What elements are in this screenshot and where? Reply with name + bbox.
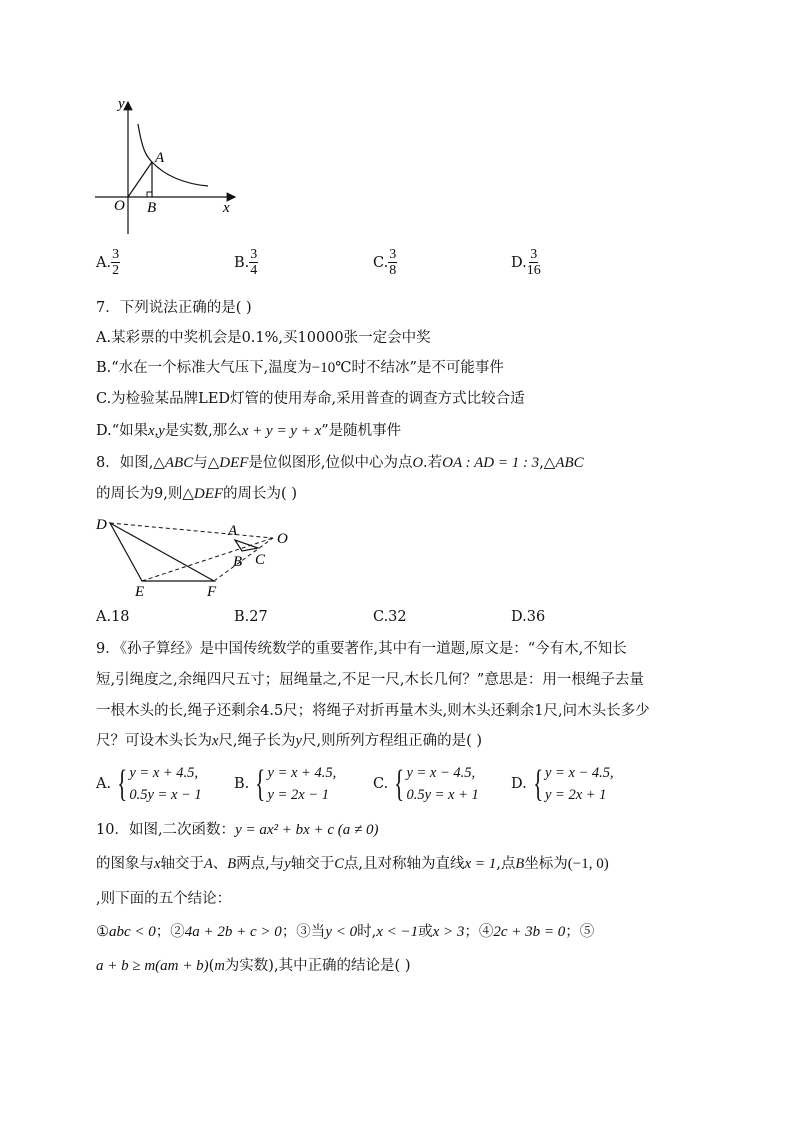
q8-option-d[interactable]: D.36 [511, 609, 546, 625]
option-fraction: $\frac{3}{4}$ [250, 247, 258, 278]
option-letter: D. [511, 776, 527, 792]
text: 或 [418, 924, 433, 940]
text: 坐标为 [524, 856, 568, 872]
equation-2: 0.5y = x + 1 [406, 787, 479, 803]
label-d: D [96, 517, 107, 533]
right-angle-mark [147, 192, 152, 197]
equation-2: y = 2x − 1 [267, 787, 329, 803]
hyperbola-curve [138, 124, 208, 186]
q9-stem-line1: 9．《孙子算经》是中国传统数学的重要著作,其中有一道题,原文是：“今有木,不知长 [96, 641, 627, 657]
text: 尺？可设木头长为 [96, 733, 212, 749]
equation-1: y = x − 4.5, [544, 765, 614, 781]
q10-stem-line5 [96, 956, 411, 976]
q9-option-c[interactable] [373, 762, 479, 806]
text: ”是随机事件 [321, 423, 402, 439]
brace: { [394, 763, 405, 805]
text: 的图象与 [96, 856, 154, 872]
math: B [515, 856, 525, 872]
label-b: B [233, 554, 243, 570]
ray-od [110, 523, 273, 538]
equation-system [113, 762, 202, 806]
text: .若 [423, 455, 443, 471]
text: 与 [193, 455, 208, 471]
option-letter: B. [234, 254, 250, 271]
math: x [212, 733, 219, 749]
origin-label: O [114, 198, 125, 214]
text: ① [96, 924, 109, 940]
q6-option-b[interactable] [234, 247, 258, 278]
q9-option-b[interactable] [234, 762, 336, 806]
math: x < −1 [376, 924, 419, 940]
q9-stem-line4 [96, 731, 482, 751]
math: △ABC [153, 455, 194, 471]
q8-option-b[interactable]: B.27 [234, 609, 268, 625]
text: ℃时不结冰”是不可能事件 [335, 360, 504, 376]
text: 为实数),其中正确的结论是( ) [224, 958, 411, 974]
math: y [284, 856, 291, 872]
math: x > 3 [432, 924, 465, 940]
y-axis-label: y [118, 96, 125, 112]
q6-option-c[interactable] [373, 247, 397, 278]
math: x [154, 856, 161, 872]
triangle-def [110, 523, 214, 581]
math: OA : AD = 1 : 3 [442, 455, 540, 471]
equation-2: y = 2x + 1 [544, 787, 607, 803]
math: abc < 0 [109, 924, 156, 940]
math: △DEF [207, 455, 249, 471]
text: 是实数,那么 [164, 423, 242, 439]
brace: { [532, 763, 543, 805]
label-e: E [135, 584, 145, 598]
q8-homothety-figure [92, 513, 302, 598]
q10-conclusions-line [96, 922, 594, 942]
text: 轴交于 [160, 856, 204, 872]
text: 、 [212, 856, 228, 872]
math: 4a + 2b + c > 0 [184, 924, 282, 940]
option-letter: C. [373, 254, 389, 271]
q8-stem-line2 [96, 484, 297, 504]
text: D.“如果 [96, 423, 149, 439]
text: 8．如图, [96, 455, 154, 471]
ray-oe [142, 538, 273, 581]
q7-option-c[interactable]: C.为检验某品牌LED灯管的使用寿命,采用普查的调查方式比较合适 [96, 391, 525, 407]
text: 时, [357, 924, 377, 940]
math: 2c + 3b = 0 [493, 924, 566, 940]
point-b-label: B [147, 200, 157, 216]
math: O [412, 455, 424, 471]
equation-1: y = x + 4.5, [129, 765, 199, 781]
math: a + b ≥ m(am + b) [96, 958, 209, 974]
equation-1: y = x − 4.5, [406, 765, 476, 781]
q9-option-d[interactable] [511, 762, 614, 806]
text: ；③当 [281, 924, 326, 940]
math: C [334, 856, 344, 872]
text: , [539, 455, 544, 471]
text: ( [208, 958, 215, 974]
q9-stem-line3: 一根木头的长,绳子还剩余4.5尺；将绳子对折再量木头,则木头还剩余1尺,问木头长多少 [96, 703, 650, 719]
q8-option-a[interactable]: A.18 [96, 609, 130, 625]
q10-stem-line3: ,则下面的五个结论： [96, 891, 232, 907]
label-o: O [277, 531, 288, 547]
q10-stem-line2 [96, 854, 609, 874]
q7-option-a[interactable]: A.某彩票的中奖机会是0.1%,买10000张一定会中奖 [96, 330, 431, 346]
option-letter: B. [234, 776, 250, 792]
option-letter: A. [96, 254, 112, 271]
equation-system [529, 762, 614, 806]
math: x + y = y + x [241, 423, 322, 439]
q7-stem: 7．下列说法正确的是( ) [96, 300, 252, 316]
option-fraction: $\frac{3}{2}$ [112, 247, 120, 278]
text: 轴交于 [290, 856, 335, 872]
math: x,y [148, 423, 165, 439]
text: ；② [155, 924, 185, 940]
text: 尺,则所列方程组正确的是( ) [301, 733, 483, 749]
point-a-label: A [155, 150, 165, 166]
text: 10．如图,二次函数： [96, 822, 236, 838]
q9-stem-line2: 短,引绳度之,余绳四尺五寸；屈绳量之,不足一尺,木长几何？”意思是：用一根绳子去量 [96, 672, 644, 688]
q8-option-c[interactable]: C.32 [373, 609, 407, 625]
math: m [214, 958, 225, 974]
math: A [203, 856, 213, 872]
text: 的周长为9,则 [96, 486, 183, 502]
option-letter: C. [373, 776, 389, 792]
q6-hyperbola-graph [90, 94, 250, 239]
text: ；④ [464, 924, 494, 940]
option-fraction: $\frac{3}{16}$ [526, 247, 541, 278]
brace: { [117, 763, 128, 805]
x-axis-label: x [223, 200, 230, 216]
math: x = 1 [464, 856, 497, 872]
q8-stem-line1 [96, 453, 584, 473]
q7-option-b[interactable] [96, 358, 504, 378]
option-fraction: $\frac{3}{8}$ [389, 247, 397, 278]
option-letter: A. [96, 776, 112, 792]
equation-1: y = x + 4.5, [267, 765, 337, 781]
q9-option-a[interactable] [96, 762, 202, 806]
math: y [295, 733, 302, 749]
text: ；⑤ [565, 924, 595, 940]
equation-system [251, 762, 336, 806]
math: B [227, 856, 237, 872]
math: y < 0 [325, 924, 358, 940]
q6-option-a[interactable] [96, 247, 120, 278]
equation-2: 0.5y = x − 1 [129, 787, 202, 803]
math: △ABC [543, 455, 584, 471]
q10-stem-line1 [96, 820, 379, 840]
option-letter: D. [511, 254, 527, 271]
text: 两点,与 [236, 856, 285, 872]
text: 尺,绳子长为 [218, 733, 296, 749]
equation-system [390, 762, 479, 806]
text: ,点 [496, 856, 516, 872]
math: △DEF [182, 486, 224, 502]
text: 是位似图形,位似中心为点 [248, 455, 413, 471]
label-f: F [207, 584, 217, 598]
math: y = ax² + bx + c (a ≠ 0) [235, 822, 379, 838]
text: 点,且对称轴为直线 [343, 856, 465, 872]
label-c: C [255, 552, 266, 568]
math: −10 [311, 360, 336, 376]
brace: { [255, 763, 266, 805]
text: B.“水在一个标准大气压下,温度为 [96, 360, 312, 376]
label-a: A [228, 523, 238, 539]
q6-option-d[interactable] [511, 247, 541, 278]
q7-option-d[interactable] [96, 421, 401, 441]
text: 的周长为( ) [223, 486, 297, 502]
math: (−1, 0) [567, 856, 609, 872]
